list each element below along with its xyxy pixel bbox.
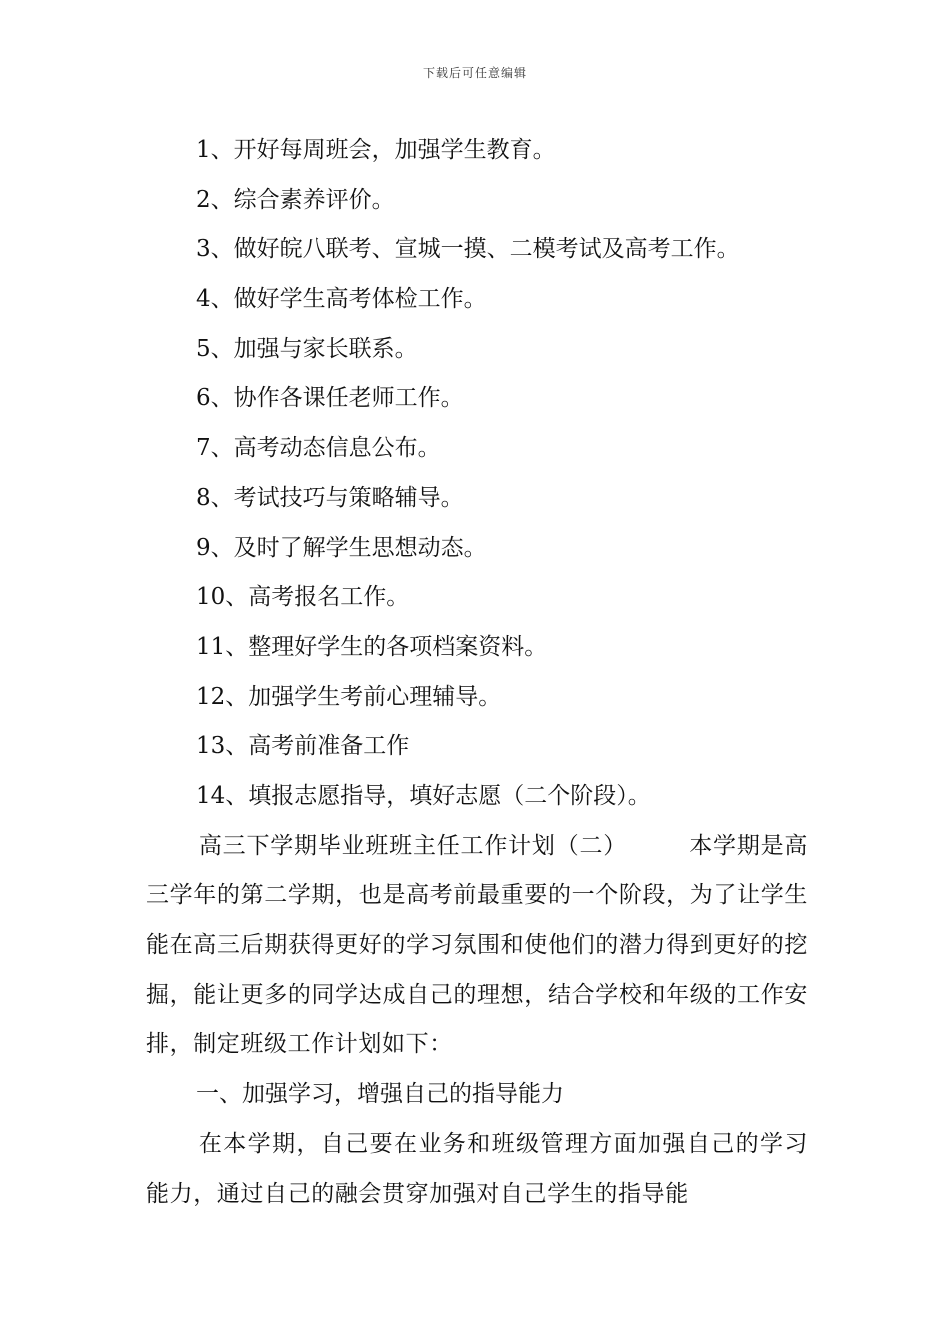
list-item: 14、填报志愿指导，填好志愿（二个阶段）。 <box>196 782 651 809</box>
list-item: 12、加强学生考前心理辅导。 <box>196 683 502 710</box>
intro-paragraph <box>146 822 808 1071</box>
list-item: 5、加强与家长联系。 <box>196 335 418 362</box>
list-item: 7、高考动态信息公布。 <box>196 435 441 462</box>
document-body <box>146 126 808 1219</box>
section-title: 高三下学期毕业班班主任工作计划（二） <box>198 832 628 859</box>
list-item: 2、综合素养评价。 <box>196 186 395 213</box>
list-item: 9、及时了解学生思想动态。 <box>196 534 487 561</box>
list-item: 11、整理好学生的各项档案资料。 <box>196 633 548 660</box>
list-item: 1、开好每周班会，加强学生教育。 <box>196 137 556 163</box>
list-item: 10、高考报名工作。 <box>196 584 410 611</box>
list-item: 8、考试技巧与策略辅导。 <box>196 484 464 511</box>
list-item: 4、做好学生高考体检工作。 <box>196 286 487 313</box>
page-header: 下载后可任意编辑 <box>422 66 527 80</box>
list-item: 13、高考前准备工作 <box>196 733 410 760</box>
section-heading: 一、加强学习，增强自己的指导能力 <box>196 1081 564 1108</box>
list-item: 3、做好皖八联考、宣城一摸、二模考试及高考工作。 <box>196 236 740 263</box>
list-item: 6、协作各课任老师工作。 <box>196 385 464 412</box>
intro-body: 本学期是高三学年的第二学期，也是高考前最重要的一个阶段，为了让学生能在高三后期获得更好的学习氛围和使他们的潜力得到更好的挖掘，能让更多的同学达成自己的理想，结合学校和年级的工作安排，制定班级工作计划如下： <box>146 832 808 1058</box>
section-paragraph: 在本学期，自己要在业务和班级管理方面加强自己的学习能力，通过自己的融会贯穿加强对自己学生的指导能 <box>146 1130 808 1207</box>
